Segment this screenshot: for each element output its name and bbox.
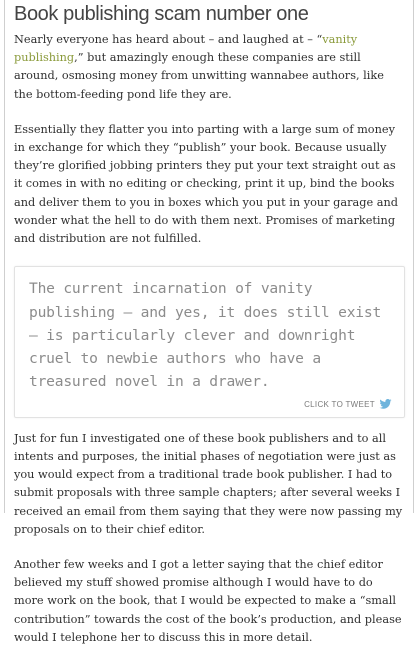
intro-text-start: Nearly everyone has heard about – and laughed at – “ (14, 33, 323, 46)
vanity-publishing-link[interactable]: vanity publishing (14, 33, 358, 65)
intro-text-end: ,” but amazingly enough these companies are still around, osmosing money from unwitting wannabee authors, like the bottom-feeding pond life they are. (14, 51, 384, 101)
tweetable-quote-box (14, 266, 405, 417)
article-title: Book publishing scam number one (14, 3, 309, 25)
click-to-tweet-button[interactable] (29, 399, 392, 411)
paragraph-intro (14, 31, 405, 104)
paragraph-investigation: Just for fun I investigated one of these book publishers and to all intents and purposes, the initial phases of negotiation were just as you would expect from a traditional trade book publisher. I had to submit proposals with three sample chapters; after several weeks I received an email from them saying that they were now passing my proposals on to their chief editor. (14, 431, 403, 536)
paragraph-letter: Another few weeks and I got a letter saying that the chief editor believed my stuff showed promise although I would have to do more work on the book, that I would be expected to make a “small contribution” towards the cost of the book’s production, and please would I telephone her to discuss this in more detail. (14, 557, 402, 644)
twitter-bird-icon (379, 399, 392, 411)
paragraph-flattery: Essentially they flatter you into parting with a large sum of money in exchange for which they “publish” your book. Because usually they’re glorified jobbing printers they put your text straight out as it comes in with no editing or checking, print it up, bind the books and deliver them to you in boxes which you put in your garage and wonder what the hell to do with them next. Promises of marketing and distribution are not fulfilled. (14, 122, 399, 246)
article-page (4, 0, 414, 644)
quote-text: The current incarnation of vanity publishing – and yes, it does still exist – is particularly clever and downright cruel to newbie authors who have a treasured novel in a drawer. (29, 280, 382, 391)
click-to-tweet-label: CLICK TO TWEET (304, 399, 375, 409)
